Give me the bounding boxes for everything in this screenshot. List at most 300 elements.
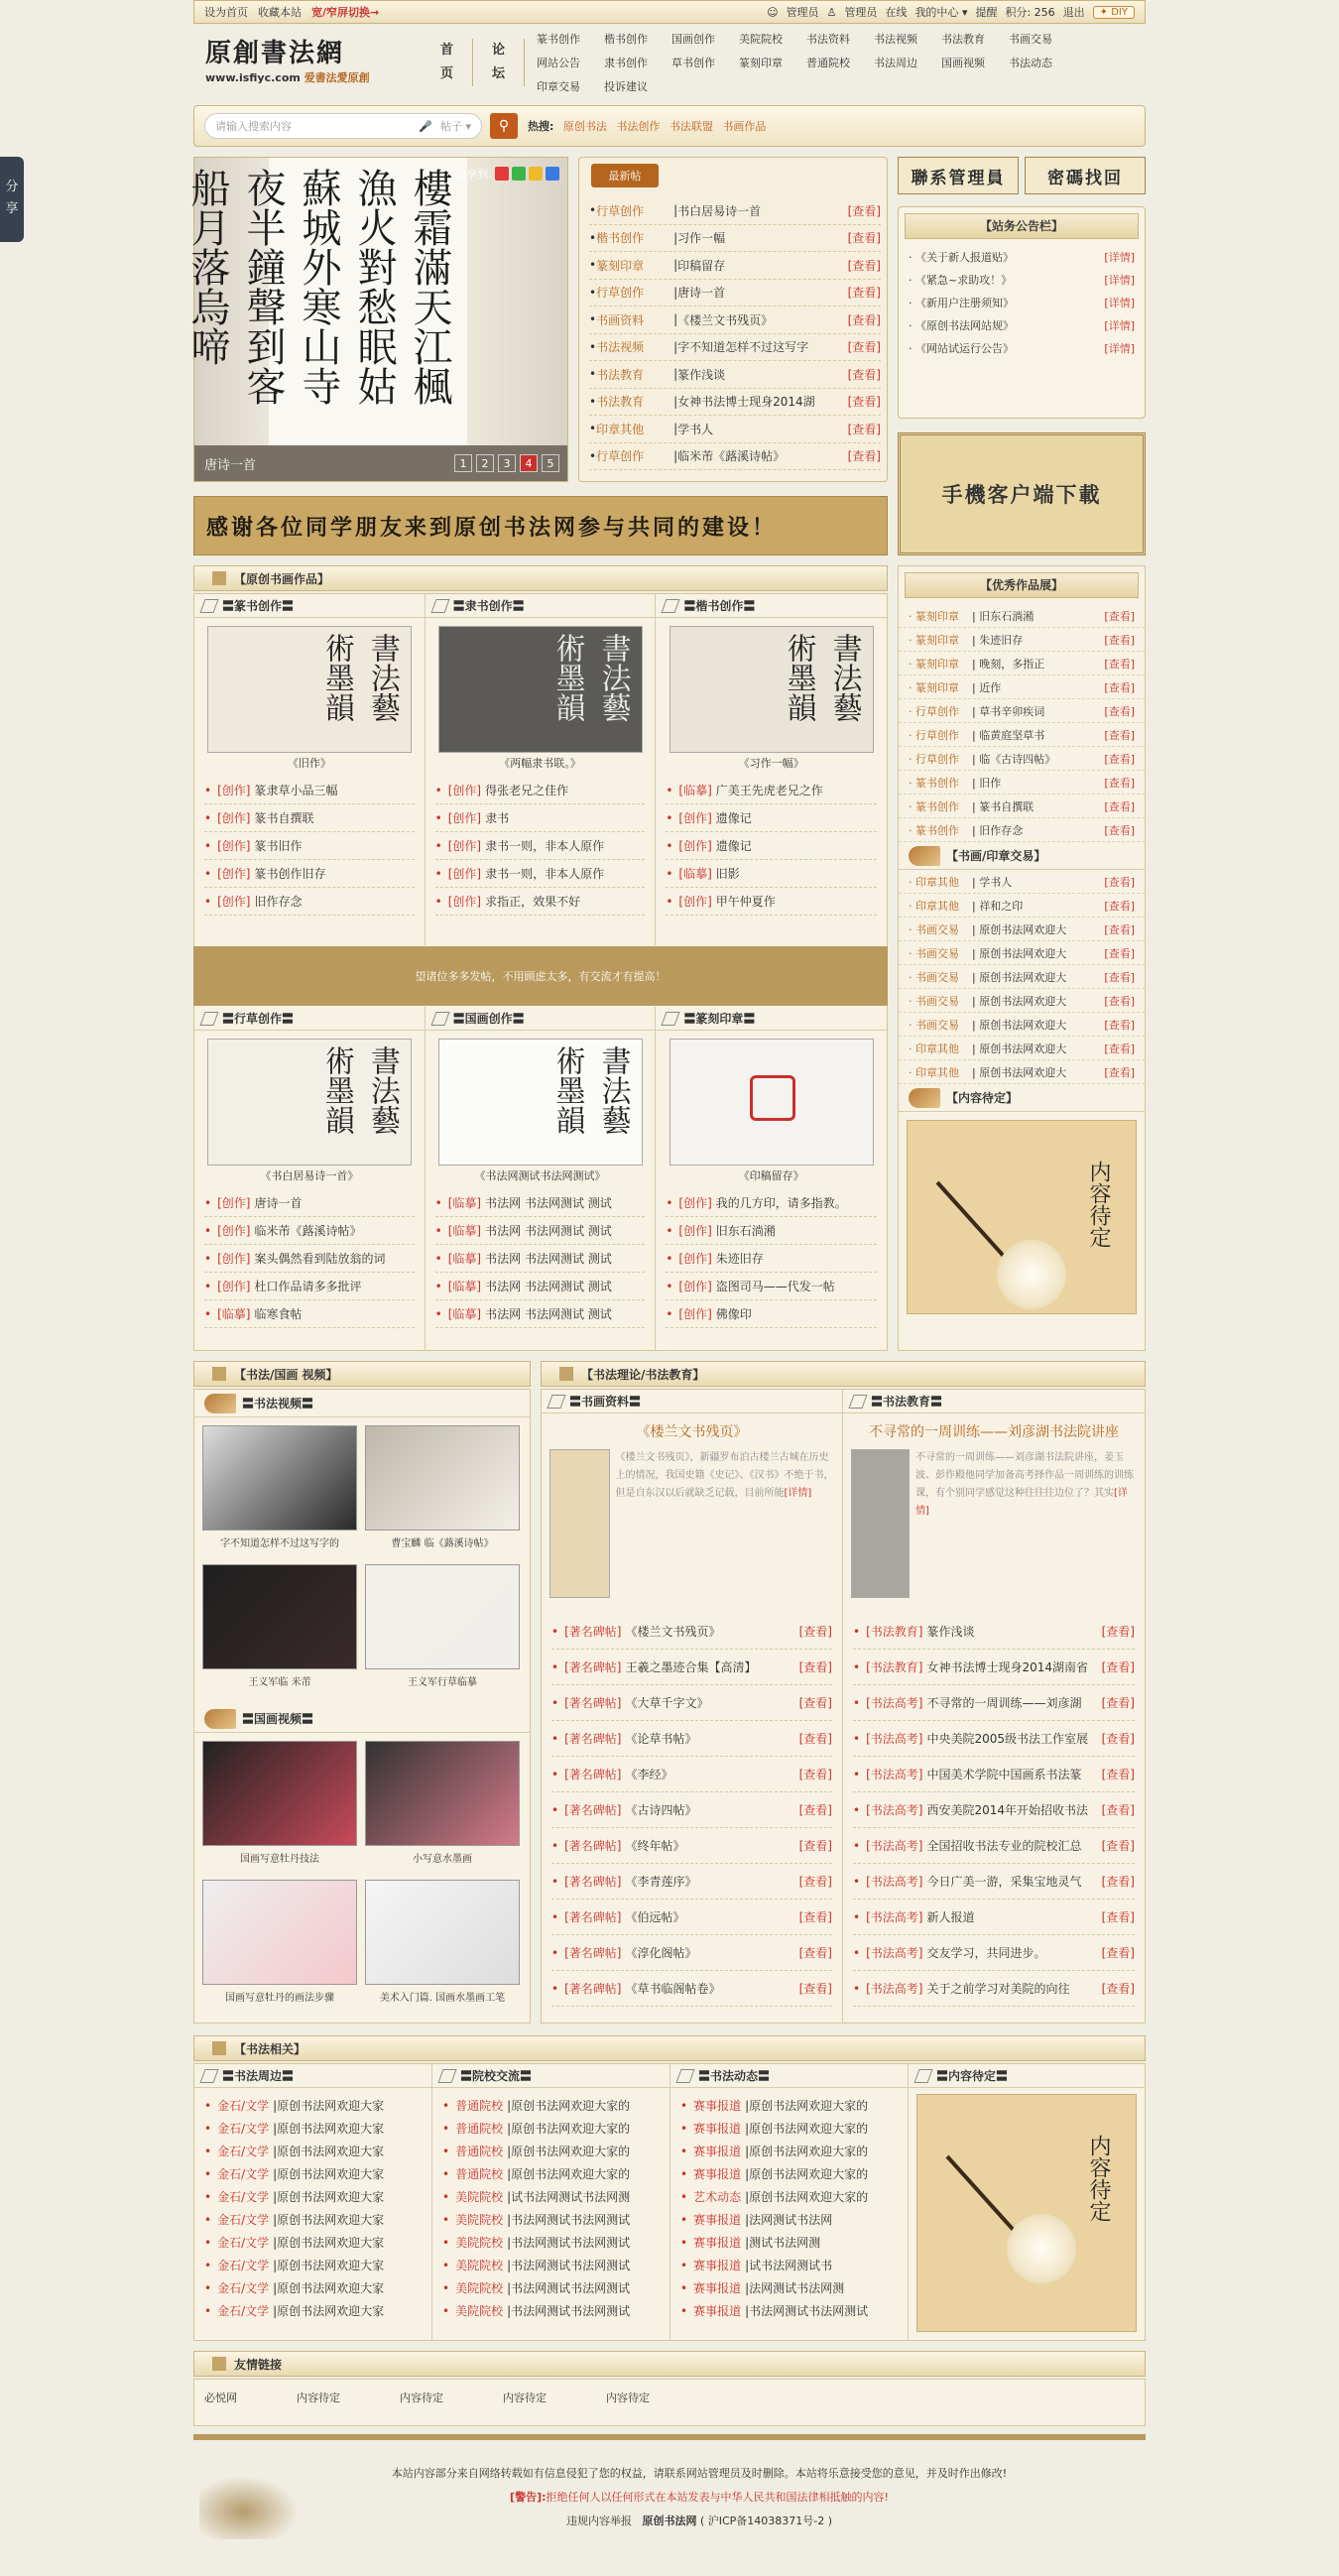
work-caption[interactable]: 《书法网测试书法网测试》 [474, 1169, 606, 1182]
view-link[interactable]: [查看] [798, 1982, 832, 1996]
theory-title[interactable]: 女神书法博士现身2014湖南省 [926, 1660, 1088, 1674]
admin-link[interactable]: 管理员 [786, 6, 819, 19]
work-tag[interactable]: [创作] [217, 1224, 251, 1238]
related-row[interactable] [204, 2231, 422, 2254]
related-title[interactable]: 法网测试书法网 [749, 2213, 833, 2227]
theory-row[interactable] [853, 1650, 1135, 1685]
side-title[interactable]: | 祥和之印 [972, 899, 1024, 913]
nav-link[interactable]: 书法视频 [874, 33, 917, 46]
video-caption[interactable]: 字不知道怎样不过这写字的 [220, 1538, 339, 1549]
view-link[interactable]: [查看] [847, 231, 881, 246]
video-thumbnail[interactable] [202, 1564, 357, 1669]
friend-link[interactable]: 内容待定 [503, 2392, 547, 2404]
theory-row[interactable] [551, 1828, 832, 1864]
theory-tag[interactable]: [著名碑帖] [564, 1732, 622, 1746]
work-title[interactable]: 旧影 [715, 867, 740, 881]
related-tag[interactable]: 金石/文学 [217, 2099, 270, 2113]
work-tag[interactable]: [创作] [678, 1252, 712, 1266]
related-row[interactable] [204, 2140, 422, 2162]
theory-title[interactable]: 不寻常的一周训练——刘彦湖 [926, 1696, 1082, 1710]
video-thumbnail[interactable] [365, 1741, 520, 1846]
view-link[interactable]: [查看] [1104, 752, 1135, 766]
theory-title[interactable]: 交友学习，共同进步。 [926, 1946, 1046, 1960]
view-link[interactable]: [查看] [1101, 1982, 1135, 1996]
side-category[interactable]: · 印章其他 [909, 875, 959, 889]
logout-link[interactable]: 退出 [1062, 6, 1085, 19]
work-row[interactable] [204, 777, 415, 804]
newest-post-row[interactable] [589, 252, 881, 280]
work-row[interactable] [666, 1273, 877, 1300]
hot-item[interactable]: 书画作品 [722, 120, 767, 133]
related-row[interactable] [680, 2299, 898, 2322]
post-category[interactable]: 行草创作 [596, 286, 645, 301]
related-tag[interactable]: 金石/文学 [217, 2236, 270, 2250]
work-tag[interactable]: [临摹] [447, 1252, 482, 1266]
theory-title[interactable]: 全国招收书法专业的院校汇总 [926, 1839, 1082, 1853]
theory-title[interactable]: 《李经》 [625, 1768, 673, 1781]
work-title[interactable]: 书法网 书法网测试 测试 [485, 1280, 612, 1293]
video-caption[interactable]: 曹宝麟 临《蕗溪诗帖》 [391, 1538, 494, 1549]
work-row[interactable] [435, 1300, 646, 1328]
related-row[interactable] [442, 2140, 660, 2162]
friend-link[interactable]: 内容待定 [297, 2392, 340, 2404]
work-row[interactable] [204, 1300, 415, 1328]
view-link[interactable]: [查看] [847, 395, 881, 410]
newest-post-row[interactable] [589, 280, 881, 307]
post-title[interactable]: 临米芾《蕗溪诗帖》 [677, 449, 786, 464]
side-category[interactable]: · 书画交易 [909, 994, 959, 1008]
view-link[interactable]: [查看] [847, 203, 881, 218]
work-thumbnail[interactable] [207, 1039, 412, 1165]
post-category[interactable]: 篆刻印章 [596, 258, 645, 273]
newest-post-row[interactable] [589, 416, 881, 443]
newest-post-row[interactable] [589, 334, 881, 362]
newest-post-row[interactable] [589, 197, 881, 225]
related-tag[interactable]: 赛事报道 [693, 2213, 742, 2227]
post-title[interactable]: 《楼兰文书残页》 [677, 312, 774, 327]
side-category[interactable]: · 篆书创作 [909, 823, 959, 837]
work-thumbnail[interactable] [670, 1039, 874, 1165]
notice-title-text[interactable]: · 《紧急~求助攻！》 [909, 273, 1013, 287]
view-link[interactable]: [查看] [1104, 704, 1135, 718]
side-row[interactable] [899, 1013, 1145, 1037]
view-link[interactable]: [查看] [1101, 1910, 1135, 1924]
slide-page-button[interactable]: 4 [520, 454, 538, 472]
work-title[interactable]: 书法网 书法网测试 测试 [485, 1196, 612, 1210]
side-row[interactable] [899, 747, 1145, 771]
weibo-share-icon[interactable] [495, 167, 509, 181]
video-thumbnail[interactable] [202, 1880, 357, 1985]
side-title[interactable]: | 草书辛卯疾词 [972, 704, 1045, 718]
related-tag[interactable]: 艺术动态 [693, 2190, 742, 2204]
theory-title[interactable]: 王羲之墨迹合集【高清】 [625, 1660, 757, 1674]
work-tag[interactable]: [创作] [217, 1280, 251, 1293]
view-link[interactable]: [查看] [1101, 1875, 1135, 1889]
view-link[interactable]: [查看] [798, 1768, 832, 1781]
work-title[interactable]: 得张老兄之佳作 [485, 784, 569, 797]
related-tag[interactable]: 金石/文学 [217, 2145, 270, 2158]
related-row[interactable] [680, 2117, 898, 2140]
side-category[interactable]: · 书画交易 [909, 922, 959, 936]
search-input[interactable]: 请输入搜索内容 🎤 帖子 ▾ [204, 113, 482, 139]
nav-link[interactable]: 国画视频 [941, 57, 985, 69]
work-thumbnail[interactable] [438, 1039, 643, 1165]
theory-row[interactable] [853, 1685, 1135, 1721]
view-link[interactable]: [查看] [1104, 922, 1135, 936]
related-title[interactable]: 法网测试书法网测 [749, 2281, 845, 2295]
notice-row[interactable] [899, 291, 1145, 313]
favorite-link[interactable]: 收藏本站 [258, 6, 302, 19]
related-tag[interactable]: 金石/文学 [217, 2213, 270, 2227]
side-title[interactable]: | 原创书法网欢迎大 [972, 994, 1067, 1008]
work-caption[interactable]: 《印稿留存》 [738, 1169, 804, 1182]
related-row[interactable] [442, 2254, 660, 2276]
video-thumbnail[interactable] [202, 1425, 357, 1531]
work-title[interactable]: 我的几方印，请多指教。 [715, 1196, 847, 1210]
work-thumbnail[interactable] [670, 626, 874, 753]
newest-post-row[interactable] [589, 361, 881, 389]
side-title[interactable]: | 旧东石淌潲 [972, 609, 1035, 623]
theory-row[interactable] [551, 1792, 832, 1828]
view-link[interactable]: [查看] [1104, 799, 1135, 813]
work-title[interactable]: 旧作存念 [254, 895, 303, 909]
detail-link[interactable]: [详情] [1104, 250, 1135, 264]
work-title[interactable]: 篆书创作旧存 [254, 867, 326, 881]
theory-title[interactable]: 中央美院2005级书法工作室展 [926, 1732, 1088, 1746]
work-tag[interactable]: [创作] [678, 1280, 712, 1293]
work-title[interactable]: 盗图司马——代发一帖 [715, 1280, 835, 1293]
related-tag[interactable]: 普通院校 [455, 2145, 504, 2158]
post-title[interactable]: 印稿留存 [677, 258, 726, 273]
diy-button[interactable]: ✦ DIY [1093, 6, 1135, 19]
work-tag[interactable]: [创作] [447, 867, 482, 881]
theory-tag[interactable]: [书法高考] [866, 1910, 923, 1924]
work-row[interactable] [435, 1189, 646, 1217]
related-row[interactable] [680, 2231, 898, 2254]
related-tag[interactable]: 金石/文学 [217, 2304, 270, 2318]
work-row[interactable] [666, 1217, 877, 1245]
side-title[interactable]: | 原创书法网欢迎大 [972, 1065, 1067, 1079]
nav-link[interactable]: 投诉建议 [604, 80, 648, 93]
newest-post-row[interactable] [589, 443, 881, 471]
side-row[interactable] [899, 894, 1145, 918]
theory-title[interactable]: 《李青莲序》 [625, 1875, 697, 1889]
video-caption[interactable]: 小写意水墨画 [413, 1854, 472, 1865]
related-title[interactable]: 原创书法网欢迎大家的 [511, 2167, 631, 2181]
side-row[interactable] [899, 1060, 1145, 1084]
side-title[interactable]: | 旧作 [972, 776, 1002, 790]
side-title[interactable]: | 篆书自撰联 [972, 799, 1035, 813]
screen-switch-link[interactable]: 宽/窄屏切换→ [311, 6, 380, 19]
work-title[interactable]: 隶书一则，非本人原作 [485, 867, 605, 881]
report-link[interactable]: 违规内容举报 [565, 2515, 632, 2527]
video-caption[interactable]: 美术入门篇. 国画水墨画工笔 [379, 1993, 506, 2004]
theory-title[interactable]: 《论草书帖》 [625, 1732, 697, 1746]
view-link[interactable]: [查看] [1101, 1696, 1135, 1710]
nav-link[interactable]: 隶书创作 [604, 57, 648, 69]
detail-link[interactable]: [详情] [1104, 273, 1135, 287]
view-link[interactable]: [查看] [1101, 1839, 1135, 1853]
related-title[interactable]: 原创书法网欢迎大家 [277, 2145, 385, 2158]
theory-row[interactable] [551, 1757, 832, 1792]
related-row[interactable] [680, 2208, 898, 2231]
view-link[interactable]: [查看] [1104, 657, 1135, 671]
related-tag[interactable]: 金石/文学 [217, 2122, 270, 2136]
slide-page-button[interactable]: 3 [498, 454, 516, 472]
work-row[interactable] [666, 832, 877, 860]
work-tag[interactable]: [创作] [678, 811, 712, 825]
side-category[interactable]: · 行草创作 [909, 728, 959, 742]
more-share-icon[interactable] [546, 167, 559, 181]
work-row[interactable] [435, 860, 646, 888]
related-title[interactable]: 书法网测试书法网测试 [511, 2236, 631, 2250]
work-thumbnail[interactable] [207, 626, 412, 753]
work-tag[interactable]: [创作] [217, 895, 251, 909]
related-tag[interactable]: 普通院校 [455, 2167, 504, 2181]
nav-link[interactable]: 美院院校 [739, 33, 783, 46]
newest-post-row[interactable] [589, 389, 881, 417]
theory-title[interactable]: 中国美术学院中国画系书法篆 [926, 1768, 1082, 1781]
theory-tag[interactable]: [书法教育] [866, 1660, 923, 1674]
side-row[interactable] [899, 771, 1145, 795]
post-title[interactable]: 字不知道怎样不过这写字 [677, 340, 809, 355]
newest-post-row[interactable] [589, 307, 881, 334]
theory-title[interactable]: 关于之前学习对美院的向往 [926, 1982, 1070, 1996]
password-recover-button[interactable]: 密碼找回 [1025, 157, 1146, 194]
related-title[interactable]: 原创书法网欢迎大家 [277, 2259, 385, 2272]
theory-tag[interactable]: [著名碑帖] [564, 1946, 622, 1960]
notice-title-text[interactable]: · 《原创书法网站规》 [909, 318, 1014, 332]
detail-link[interactable]: [详情] [1104, 318, 1135, 332]
view-link[interactable]: [查看] [1101, 1660, 1135, 1674]
post-title[interactable]: 篆作浅谈 [677, 367, 726, 382]
side-title[interactable]: | 晚刻，多指正 [972, 657, 1045, 671]
nav-home[interactable]: 首 页 [422, 39, 473, 86]
work-row[interactable] [435, 777, 646, 804]
post-title[interactable]: 女神书法博士现身2014湖 [677, 395, 815, 410]
column-head[interactable]: 〓篆刻印章〓 [656, 1007, 887, 1031]
side-title[interactable]: | 临《古诗四帖》 [972, 752, 1056, 766]
related-row[interactable] [680, 2162, 898, 2185]
related-tag[interactable]: 美院院校 [455, 2236, 504, 2250]
theory-feature-title[interactable]: 不寻常的一周训练——刘彦湖书法院讲座 [869, 1424, 1119, 1440]
work-row[interactable] [204, 1273, 415, 1300]
related-row[interactable] [680, 2140, 898, 2162]
related-row[interactable] [204, 2162, 422, 2185]
related-row[interactable] [204, 2094, 422, 2117]
video-thumbnail[interactable] [365, 1425, 520, 1531]
side-category[interactable]: · 书画交易 [909, 1018, 959, 1032]
related-title[interactable]: 书法网测试书法网测试 [511, 2213, 631, 2227]
view-link[interactable]: [查看] [1101, 1803, 1135, 1817]
theory-column-head[interactable]: 〓书法教育〓 [843, 1390, 1145, 1413]
detail-link[interactable]: [详情] [1104, 296, 1135, 309]
detail-link[interactable]: [详情] [914, 1488, 1128, 1517]
hot-item[interactable]: 书法联盟 [669, 120, 713, 133]
column-head[interactable]: 〓楷书创作〓 [656, 594, 887, 618]
detail-link[interactable]: [详情] [1104, 341, 1135, 355]
theory-row[interactable] [551, 1685, 832, 1721]
work-title[interactable]: 书法网 书法网测试 测试 [485, 1252, 612, 1266]
side-row[interactable] [899, 965, 1145, 989]
side-category[interactable]: · 行草创作 [909, 704, 959, 718]
work-row[interactable] [204, 860, 415, 888]
side-title[interactable]: | 近作 [972, 680, 1002, 694]
work-tag[interactable]: [创作] [678, 839, 712, 853]
view-link[interactable]: [查看] [1101, 1625, 1135, 1639]
view-link[interactable]: [查看] [1104, 946, 1135, 960]
related-title[interactable]: 原创书法网欢迎大家的 [511, 2099, 631, 2113]
work-tag[interactable]: [临摹] [678, 867, 712, 881]
work-tag[interactable]: [创作] [447, 784, 482, 797]
theory-feature-image[interactable] [851, 1449, 910, 1598]
notice-row[interactable] [899, 336, 1145, 359]
notice-title-text[interactable]: · 《关于新人报道贴》 [909, 250, 1014, 264]
theory-tag[interactable]: [书法高考] [866, 1839, 923, 1853]
work-title[interactable]: 朱迹旧存 [715, 1252, 764, 1266]
side-row[interactable] [899, 1037, 1145, 1060]
related-title[interactable]: 原创书法网欢迎大家 [277, 2167, 385, 2181]
theory-row[interactable] [853, 1935, 1135, 1971]
work-row[interactable] [666, 804, 877, 832]
related-tag[interactable]: 美院院校 [455, 2213, 504, 2227]
view-link[interactable]: [查看] [1101, 1946, 1135, 1960]
view-link[interactable]: [查看] [1104, 609, 1135, 623]
view-link[interactable]: [查看] [798, 1660, 832, 1674]
side-category[interactable]: · 印章其他 [909, 1042, 959, 1055]
view-link[interactable]: [查看] [847, 340, 881, 355]
work-tag[interactable]: [创作] [217, 839, 251, 853]
video-caption[interactable]: 国画写意牡丹的画法步骤 [225, 1993, 334, 2004]
view-link[interactable]: [查看] [847, 449, 881, 464]
side-title[interactable]: | 学书人 [972, 875, 1013, 889]
view-link[interactable]: [查看] [798, 1803, 832, 1817]
related-tag[interactable]: 美院院校 [455, 2304, 504, 2318]
work-caption[interactable]: 《书白居易诗一首》 [260, 1169, 359, 1182]
theory-row[interactable] [853, 1792, 1135, 1828]
side-title[interactable]: | 朱迹旧存 [972, 633, 1024, 647]
online-status[interactable]: 在线 [885, 6, 908, 19]
theory-row[interactable] [853, 1971, 1135, 2007]
theory-column-head[interactable]: 〓书画资料〓 [542, 1390, 842, 1413]
theory-tag[interactable]: [著名碑帖] [564, 1768, 622, 1781]
work-row[interactable] [435, 832, 646, 860]
work-title[interactable]: 唐诗一首 [254, 1196, 303, 1210]
post-title[interactable]: 唐诗一首 [677, 286, 726, 301]
work-title[interactable]: 案头偶然看到陆放翁的词 [254, 1252, 386, 1266]
theory-row[interactable] [551, 1650, 832, 1685]
theory-tag[interactable]: [著名碑帖] [564, 1875, 622, 1889]
theory-tag[interactable]: [书法高考] [866, 1982, 923, 1996]
theory-feature-image[interactable] [549, 1449, 610, 1598]
theory-row[interactable] [853, 1900, 1135, 1935]
side-category[interactable]: · 书画交易 [909, 946, 959, 960]
work-title[interactable]: 隶书一则，非本人原作 [485, 839, 605, 853]
column-head[interactable]: 〓行草创作〓 [194, 1007, 425, 1031]
slide-caption[interactable]: 唐诗一首 [204, 457, 257, 473]
view-link[interactable]: [查看] [798, 1839, 832, 1853]
related-title[interactable]: 原创书法网欢迎大家 [277, 2281, 385, 2295]
related-tag[interactable]: 美院院校 [455, 2259, 504, 2272]
friend-link[interactable]: 内容待定 [606, 2392, 650, 2404]
related-tag[interactable]: 金石/文学 [217, 2167, 270, 2181]
video-thumbnail[interactable] [365, 1880, 520, 1985]
related-row[interactable] [442, 2185, 660, 2208]
related-row[interactable] [442, 2094, 660, 2117]
nav-link[interactable]: 篆书创作 [537, 33, 580, 46]
related-column-head[interactable]: 〓院校交流〓 [432, 2064, 670, 2088]
work-tag[interactable]: [创作] [678, 895, 712, 909]
qzone-share-icon[interactable] [529, 167, 543, 181]
slide-image[interactable] [184, 158, 567, 445]
microphone-icon[interactable]: 🎤 [419, 119, 432, 133]
theory-tag[interactable]: [书法高考] [866, 1732, 923, 1746]
nav-link[interactable]: 书法教育 [941, 33, 985, 46]
work-tag[interactable]: [临摹] [447, 1307, 482, 1321]
view-link[interactable]: [查看] [1104, 875, 1135, 889]
related-tag[interactable]: 赛事报道 [693, 2236, 742, 2250]
work-tag[interactable]: [创作] [447, 839, 482, 853]
work-title[interactable]: 隶书 [485, 811, 510, 825]
work-row[interactable] [666, 860, 877, 888]
column-head[interactable]: 〓隶书创作〓 [426, 594, 656, 618]
theory-row[interactable] [853, 1757, 1135, 1792]
work-title[interactable]: 篆书旧作 [254, 839, 303, 853]
view-link[interactable]: [查看] [847, 286, 881, 301]
work-tag[interactable]: [创作] [217, 811, 251, 825]
related-title[interactable]: 书法网测试书法网测试 [511, 2281, 631, 2295]
related-title[interactable]: 原创书法网欢迎大家 [277, 2236, 385, 2250]
image-slider[interactable] [184, 157, 568, 482]
view-link[interactable]: [查看] [1104, 823, 1135, 837]
related-title[interactable]: 原创书法网欢迎大家的 [749, 2190, 869, 2204]
search-scope-select[interactable]: 帖子 ▾ [439, 120, 471, 133]
side-category[interactable]: · 篆书创作 [909, 799, 959, 813]
side-category[interactable]: · 篆刻印章 [909, 680, 959, 694]
nav-link[interactable]: 书法资料 [806, 33, 850, 46]
theory-title[interactable]: 《大草千字文》 [625, 1696, 709, 1710]
view-link[interactable]: [查看] [1104, 899, 1135, 913]
set-home-link[interactable]: 设为首页 [204, 6, 248, 19]
work-tag[interactable]: [临摹] [447, 1224, 482, 1238]
nav-link[interactable]: 普通院校 [806, 57, 850, 69]
slide-page-button[interactable]: 1 [454, 454, 472, 472]
nav-link[interactable]: 书画交易 [1009, 33, 1052, 46]
related-tag[interactable]: 赛事报道 [693, 2281, 742, 2295]
theory-feature-title[interactable]: 《楼兰文书残页》 [636, 1424, 748, 1440]
work-caption[interactable]: 《两幅隶书联。》 [499, 757, 581, 770]
related-column-head[interactable]: 〓书法动态〓 [670, 2064, 908, 2088]
theory-tag[interactable]: [书法高考] [866, 1768, 923, 1781]
work-title[interactable]: 广美王先虎老兄之作 [715, 784, 823, 797]
theory-title[interactable]: 《伯远帖》 [625, 1910, 685, 1924]
work-title[interactable]: 临寒食帖 [254, 1307, 303, 1321]
side-row[interactable] [899, 918, 1145, 941]
video-thumbnail[interactable] [365, 1564, 520, 1669]
related-title[interactable]: 原创书法网欢迎大家 [277, 2190, 385, 2204]
theory-tag[interactable]: [书法高考] [866, 1696, 923, 1710]
work-title[interactable]: 篆书自撰联 [254, 811, 314, 825]
work-tag[interactable]: [创作] [217, 867, 251, 881]
work-title[interactable]: 遗像记 [715, 811, 752, 825]
work-row[interactable] [435, 1217, 646, 1245]
related-tag[interactable]: 金石/文学 [217, 2259, 270, 2272]
view-link[interactable]: [查看] [798, 1910, 832, 1924]
work-title[interactable]: 临米芾《蕗溪诗帖》 [254, 1224, 362, 1238]
side-row[interactable] [899, 628, 1145, 652]
theory-tag[interactable]: [书法高考] [866, 1946, 923, 1960]
related-title[interactable]: 原创书法网欢迎大家的 [511, 2122, 631, 2136]
